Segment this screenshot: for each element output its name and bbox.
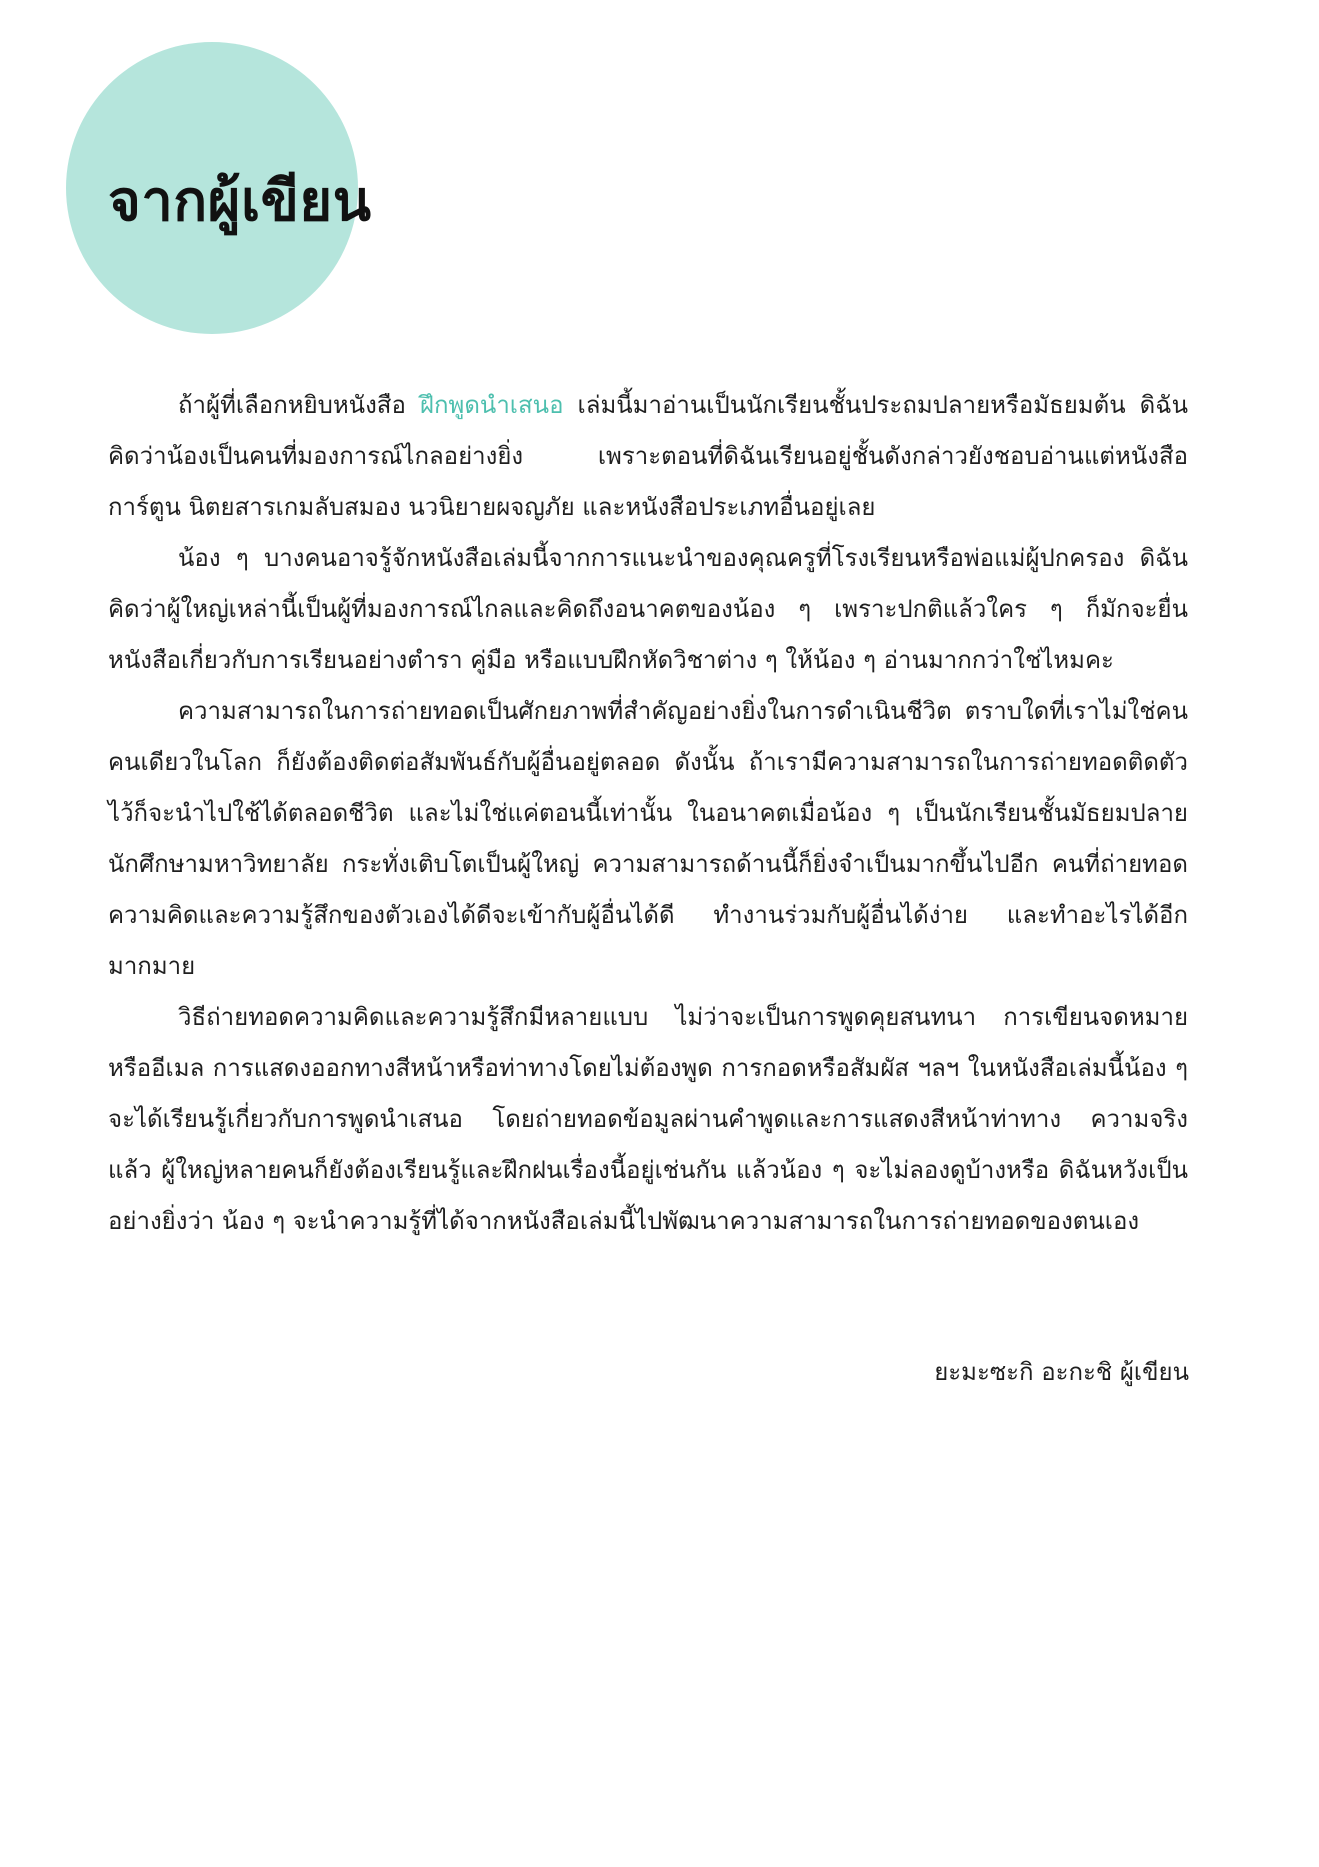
chapter-title: จากผู้เขียน (108, 169, 372, 234)
book-title-highlight: ฝึกพูดนำเสนอ (419, 391, 564, 419)
paragraph-1-intro: ถ้าผู้ที่เลือกหยิบหนังสือ (178, 391, 420, 419)
author-signature: ยะมะซะกิ อะกะชิ ผู้เขียน (934, 1358, 1189, 1386)
body-text (108, 380, 1188, 1247)
paragraph-4: วิธีถ่ายทอดความคิดและความรู้สึกมีหลายแบบ ไม่ว่าจะเป็นการพูดคุยสนทนา การเขียนจดหมายหรืออีเมล การแสดงออกทางสีหน้าหรือท่าทางโดยไม่ต้องพูด การกอดหรือสัมผัส ฯลฯ ในหนังสือเล่มนี้น้อง ๆ จะได้เรียนรู้เกี่ยวกับการพูดนำเสนอ โดยถ่ายทอดข้อมูลผ่านคำพูดและการแสดงสีหน้าท่าทาง ความจริงแล้ว ผู้ใหญ่หลายคนก็ยังต้องเรียนรู้และฝึกฝนเรื่องนี้อยู่เช่นกัน แล้วน้อง ๆ จะไม่ลองดูบ้างหรือ ดิฉันหวังเป็นอย่างยิ่งว่า น้อง ๆ จะนำความรู้ที่ได้จากหนังสือเล่มนี้ไปพัฒนาความสามารถในการถ่ายทอดของตนเอง (108, 1003, 1188, 1235)
paragraph-2: น้อง ๆ บางคนอาจรู้จักหนังสือเล่มนี้จากการแนะนำของคุณครูที่โรงเรียนหรือพ่อแม่ผู้ปกครอง ดิฉันคิดว่าผู้ใหญ่เหล่านี้เป็นผู้ที่มองการณ์ไกลและคิดถึงอนาคตของน้อง ๆ เพราะปกติแล้วใคร ๆ ก็มักจะยื่นหนังสือเกี่ยวกับการเรียนอย่างตำรา คู่มือ หรือแบบฝึกหัดวิชาต่าง ๆ ให้น้อง ๆ อ่านมากกว่าใช่ไหมคะ (108, 544, 1188, 674)
paragraph-1 (108, 380, 1188, 533)
paragraph-3: ความสามารถในการถ่ายทอดเป็นศักยภาพที่สำคัญอย่างยิ่งในการดำเนินชีวิต ตราบใดที่เราไม่ใช่คนคนเดียวในโลก ก็ยังต้องติดต่อสัมพันธ์กับผู้อื่นอยู่ตลอด ดังนั้น ถ้าเรามีความสามารถในการถ่ายทอดติดตัวไว้ก็จะนำไปใช้ได้ตลอดชีวิต และไม่ใช่แค่ตอนนี้เท่านั้น ในอนาคตเมื่อน้อง ๆ เป็นนักเรียนชั้นมัธยมปลาย นักศึกษามหาวิทยาลัย กระทั่งเติบโตเป็นผู้ใหญ่ ความสามารถด้านนี้ก็ยิ่งจำเป็นมากขึ้นไปอีก คนที่ถ่ายทอดความคิดและความรู้สึกของตัวเองได้ดีจะเข้ากับผู้อื่นได้ดี ทำงานร่วมกับผู้อื่นได้ง่าย และทำอะไรได้อีกมากมาย (108, 697, 1188, 980)
paragraph-1-rest: เล่มนี้มาอ่านเป็นนักเรียนชั้นประถมปลายหรือมัธยมต้น ดิฉันคิดว่าน้องเป็นคนที่มองการณ์ไกลอย่างยิ่ง เพราะตอนที่ดิฉันเรียนอยู่ชั้นดังกล่าวยังชอบอ่านแต่หนังสือการ์ตูน นิตยสารเกมลับสมอง นวนิยายผจญภัย และหนังสือประเภทอื่นอยู่เลย (108, 391, 1189, 521)
